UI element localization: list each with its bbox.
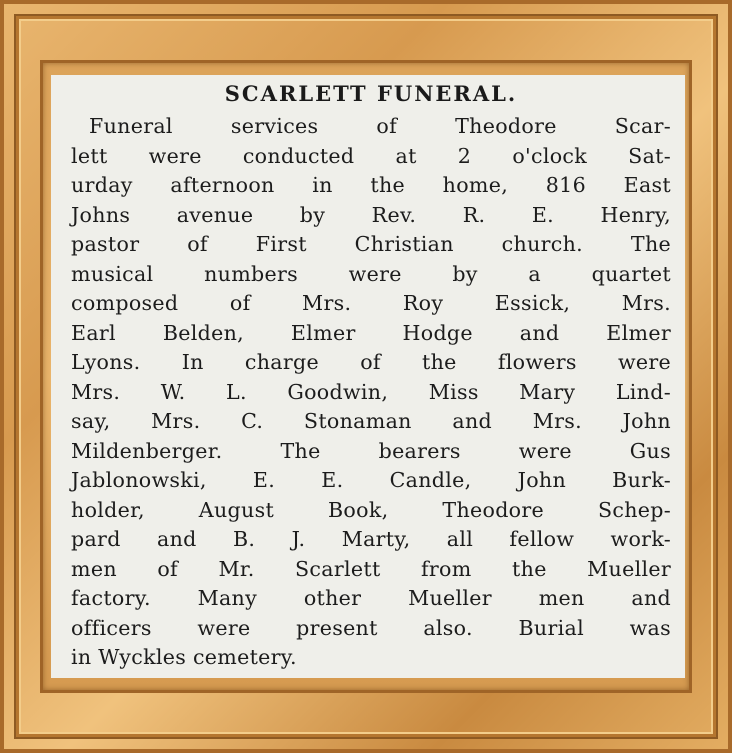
article-line: lett were conducted at 2 o'clock Sat-: [71, 143, 671, 168]
article-line: Mrs. W. L. Goodwin, Miss Mary Lind-: [71, 379, 671, 404]
article-line: officers were present also. Burial was: [71, 615, 671, 640]
article-line: pastor of First Christian church. The: [71, 232, 671, 256]
newspaper-clipping: [51, 75, 685, 678]
article-line: Jablonowski, E. E. Candle, John Burk-: [71, 468, 671, 492]
article-line: Mildenberger. The bearers were Gus: [71, 438, 671, 463]
article-line: Johns avenue by Rev. R. E. Henry,: [71, 202, 671, 227]
article-headline: SCARLETT FUNERAL.: [224, 81, 518, 106]
article-line: holder, August Book, Theodore Schep-: [71, 497, 671, 522]
article-line: factory. Many other Mueller men and: [71, 586, 671, 610]
article-line: Funeral services of Theodore Scar-: [89, 114, 671, 138]
article-line: pard and B. J. Marty, all fellow work-: [71, 527, 671, 551]
article-line: urday afternoon in the home, 816 East: [71, 173, 671, 197]
article-line: in Wyckles cemetery.: [71, 645, 297, 669]
article-body: [71, 112, 671, 673]
article-line: Lyons. In charge of the flowers were: [71, 350, 671, 374]
article-line: Earl Belden, Elmer Hodge and Elmer: [71, 320, 671, 345]
article-line: men of Mr. Scarlett from the Mueller: [71, 556, 671, 581]
article-line: musical numbers were by a quartet: [71, 261, 671, 286]
article-line: composed of Mrs. Roy Essick, Mrs.: [71, 291, 671, 315]
article-line: say, Mrs. C. Stonaman and Mrs. John: [71, 409, 671, 433]
